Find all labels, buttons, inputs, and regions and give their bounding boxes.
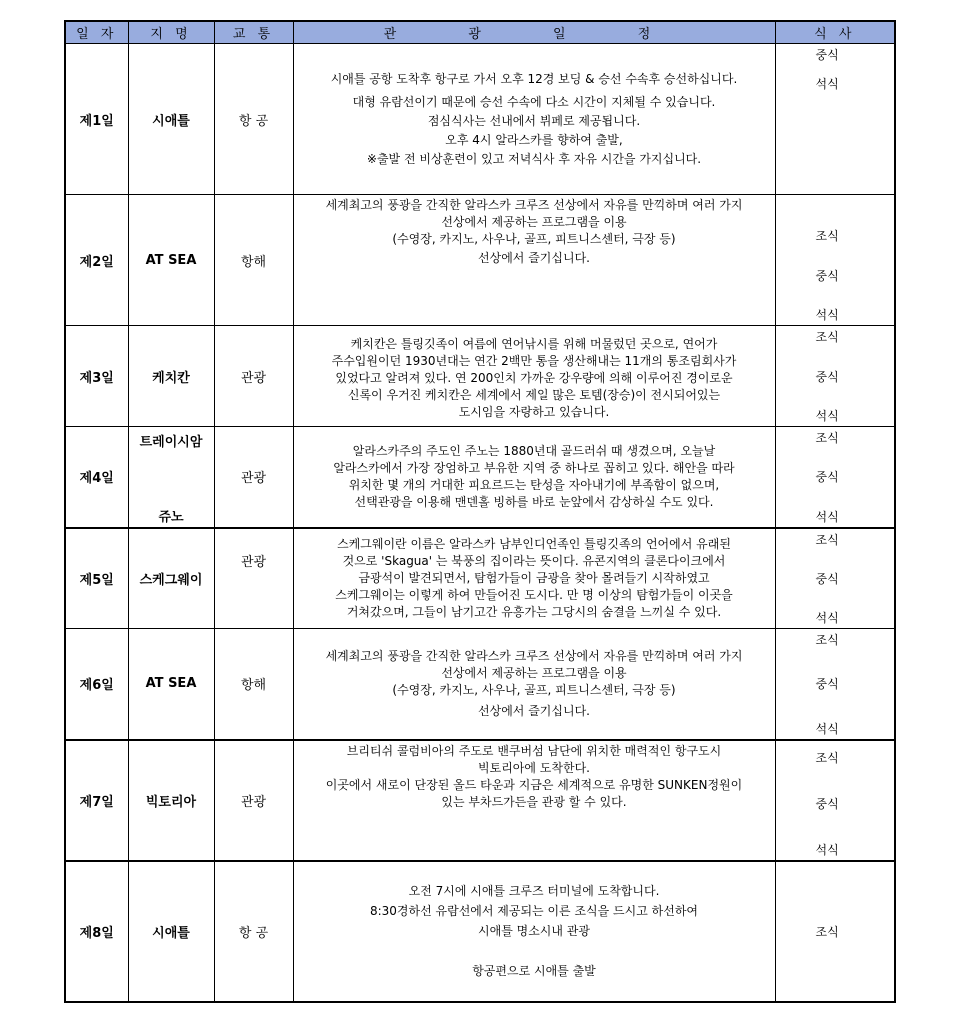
meal-cell <box>775 740 895 861</box>
schedule-line <box>294 941 775 961</box>
schedule-line: 도시임을 자랑하고 있습니다. <box>458 405 610 419</box>
schedule-text <box>293 861 775 1002</box>
schedule-line: 알라스카에서 가장 장엄하고 부유한 지역 중 하나로 꼽히고 있다. 해안을 따라 <box>333 460 735 475</box>
meal-cell <box>775 427 895 528</box>
meal-item: 중식 <box>815 268 839 283</box>
transport: 항해 <box>214 629 293 740</box>
place-name: 스케그웨이 <box>128 528 214 629</box>
schedule-line: (수영장, 카지노, 사우나, 골프, 피트니스센터, 극장 등) <box>392 682 676 697</box>
meal-item: 석식 <box>815 509 839 524</box>
schedule-line: 세계최고의 풍광을 간직한 알라스카 크루즈 선상에서 자유를 만끽하며 여러 가지 <box>325 648 743 663</box>
day-row-7 <box>65 740 895 861</box>
meal-item: 중식 <box>815 470 839 485</box>
schedule-line: 빅토리아에 도착한다. <box>478 760 590 775</box>
schedule-line: 항공편으로 시애틀 출발 <box>472 964 596 978</box>
meal-cell <box>775 629 895 740</box>
meal-item: 석식 <box>815 721 839 736</box>
schedule-line: 케치칸은 틀링깃족이 여름에 연어낚시를 위해 머물렀던 곳으로, 연어가 <box>350 337 718 351</box>
meal-item: 조식 <box>815 924 839 939</box>
schedule-text <box>293 44 775 195</box>
schedule-line: (수영장, 카지노, 사우나, 골프, 피트니스센터, 극장 등) <box>392 232 676 246</box>
place-name <box>128 427 214 528</box>
meal-item: 석식 <box>815 77 839 91</box>
day-row-3 <box>65 326 895 427</box>
itinerary-table <box>64 20 896 1003</box>
schedule-line: 오전 7시에 시애틀 크루즈 터미널에 도착합니다. <box>408 884 660 898</box>
meal-item: 석식 <box>815 308 839 322</box>
meal-cell <box>775 528 895 629</box>
schedule-line: 점심식사는 선내에서 뷔페로 제공됩니다. <box>427 113 641 128</box>
schedule-text <box>293 326 775 427</box>
day-label: 제7일 <box>65 740 128 861</box>
transport: 항 공 <box>214 44 293 195</box>
meal-item: 조식 <box>815 750 839 765</box>
day-row-1 <box>65 44 895 195</box>
schedule-line: 금광석이 발견되면서, 탐험가들이 금광을 찾아 몰려들기 시작하였고 <box>358 570 710 585</box>
schedule-line: 선택관광을 이용해 맨덴홀 빙하를 바로 눈앞에서 감상하실 수도 있다. <box>354 494 714 509</box>
meal-item: 중식 <box>815 571 839 586</box>
day-label: 제5일 <box>65 528 128 629</box>
schedule-line: 있는 부차드가든을 관광 할 수 있다. <box>441 794 627 809</box>
header-schedule: 관 광 일 정 <box>293 21 775 44</box>
schedule-line: 주수입원이던 1930년대는 연간 2백만 통을 생산해내는 11개의 통조림회사가 <box>331 354 737 368</box>
place-name-top: 트레이시암 <box>139 435 203 450</box>
schedule-text <box>293 427 775 528</box>
header-transport: 교 통 <box>214 21 293 44</box>
place-name: 시애틀 <box>128 44 214 195</box>
schedule-line: 선상에서 제공하는 프로그램을 이용 <box>441 665 627 680</box>
schedule-line: 있었다고 알려져 있다. 연 200인치 가까운 강우량에 의해 이루어진 경이로운 <box>335 371 733 385</box>
day-row-5 <box>65 528 895 629</box>
header-place: 지 명 <box>128 21 214 44</box>
transport: 관광 <box>214 528 293 629</box>
day-row-8 <box>65 861 895 1002</box>
meal-cell <box>775 326 895 427</box>
schedule-line: 선상에서 즐기십니다. <box>478 703 590 718</box>
schedule-text <box>293 629 775 740</box>
meal-item: 조식 <box>815 330 839 344</box>
schedule-line: 스케그웨이란 이름은 알라스카 남부인디언족인 틀링깃족의 언어에서 유래된 <box>337 536 731 551</box>
meal-item: 조식 <box>815 229 839 243</box>
schedule-line: 대형 유람선이기 때문에 승선 수속에 다소 시간이 지체될 수 있습니다. <box>352 94 716 109</box>
meal-cell <box>775 44 895 195</box>
transport: 관광 <box>214 740 293 861</box>
schedule-line: 신록이 우거진 케치칸은 세계에서 제일 많은 토템(장승)이 전시되어있는 <box>347 388 721 402</box>
schedule-line: 위치한 몇 개의 거대한 피요르드는 탄성을 자아내기에 부족함이 없으며, <box>348 477 720 492</box>
schedule-line: 알라스카주의 주도인 주노는 1880년대 골드러쉬 때 생겼으며, 오늘날 <box>352 443 716 458</box>
transport: 항 공 <box>214 861 293 1002</box>
schedule-text <box>293 740 775 861</box>
place-name-bottom: 쥬노 <box>158 509 184 525</box>
meal-item: 중식 <box>815 796 839 811</box>
meal-cell <box>775 195 895 326</box>
meal-cell <box>775 861 895 1002</box>
day-label: 제6일 <box>65 629 128 740</box>
day-label: 제8일 <box>65 861 128 1002</box>
place-name: 케치칸 <box>128 326 214 427</box>
transport: 관광 <box>214 326 293 427</box>
schedule-line: 시애틀 공항 도착후 항구로 가서 오후 12경 보딩 & 승선 수속후 승선하십니다. <box>330 71 738 86</box>
schedule-line: 거쳐갔으며, 그들이 남기고간 유흥가는 그당시의 숨결을 느끼실 수 있다. <box>346 604 722 619</box>
day-label: 제2일 <box>65 195 128 326</box>
day-label: 제4일 <box>65 427 128 528</box>
meal-item: 석식 <box>815 409 839 423</box>
schedule-line: 오후 4시 알라스카를 향하여 출발, <box>445 132 623 147</box>
schedule-line: 선상에서 제공하는 프로그램을 이용 <box>441 215 627 229</box>
transport: 관광 <box>214 427 293 528</box>
header-row <box>65 21 895 44</box>
schedule-line: 스케그웨이는 이렇게 하여 만들어진 도시다. 만 명 이상의 탐험가들이 이곳을 <box>335 587 733 602</box>
meal-item: 중식 <box>815 369 839 384</box>
day-row-4 <box>65 427 895 528</box>
header-day: 일 자 <box>65 21 128 44</box>
place-name: AT SEA <box>128 195 214 326</box>
place-name: 빅토리아 <box>128 740 214 861</box>
transport: 항해 <box>214 195 293 326</box>
day-row-2 <box>65 195 895 326</box>
schedule-line: 것으로 'Skagua' 는 북풍의 집이라는 뜻이다. 유콘지역의 클론다이크에서 <box>342 553 726 568</box>
header-meal: 식 사 <box>775 21 895 44</box>
schedule-line: 시애틀 명소시내 관광 <box>478 924 590 938</box>
schedule-text <box>293 195 775 326</box>
meal-item: 조식 <box>815 431 839 445</box>
schedule-line: 선상에서 즐기십니다. <box>478 251 590 265</box>
meal-item: 조식 <box>815 532 839 547</box>
schedule-line: 세계최고의 풍광을 간직한 알라스카 크루즈 선상에서 자유를 만끽하며 여러 가지 <box>325 198 743 212</box>
meal-item: 중식 <box>815 48 839 62</box>
schedule-line: 이곳에서 새로이 단장된 올드 타운과 지금은 세계적으로 유명한 SUNKEN정원이 <box>325 777 743 792</box>
day-label: 제3일 <box>65 326 128 427</box>
schedule-line: 8:30경하선 유람선에서 제공되는 이른 조식을 드시고 하선하여 <box>369 904 699 918</box>
day-label: 제1일 <box>65 44 128 195</box>
schedule-text <box>293 528 775 629</box>
schedule-line: 브리티쉬 콜럼비아의 주도로 밴쿠버섬 남단에 위치한 매력적인 항구도시 <box>346 743 722 758</box>
meal-item: 석식 <box>815 842 839 857</box>
schedule-line: ※출발 전 비상훈련이 있고 저녁식사 후 자유 시간을 가지십니다. <box>366 151 702 166</box>
place-name: 시애틀 <box>128 861 214 1002</box>
meal-item: 석식 <box>815 611 839 625</box>
day-row-6 <box>65 629 895 740</box>
place-name: AT SEA <box>128 629 214 740</box>
meal-item: 조식 <box>815 633 839 647</box>
meal-item: 중식 <box>815 677 839 692</box>
